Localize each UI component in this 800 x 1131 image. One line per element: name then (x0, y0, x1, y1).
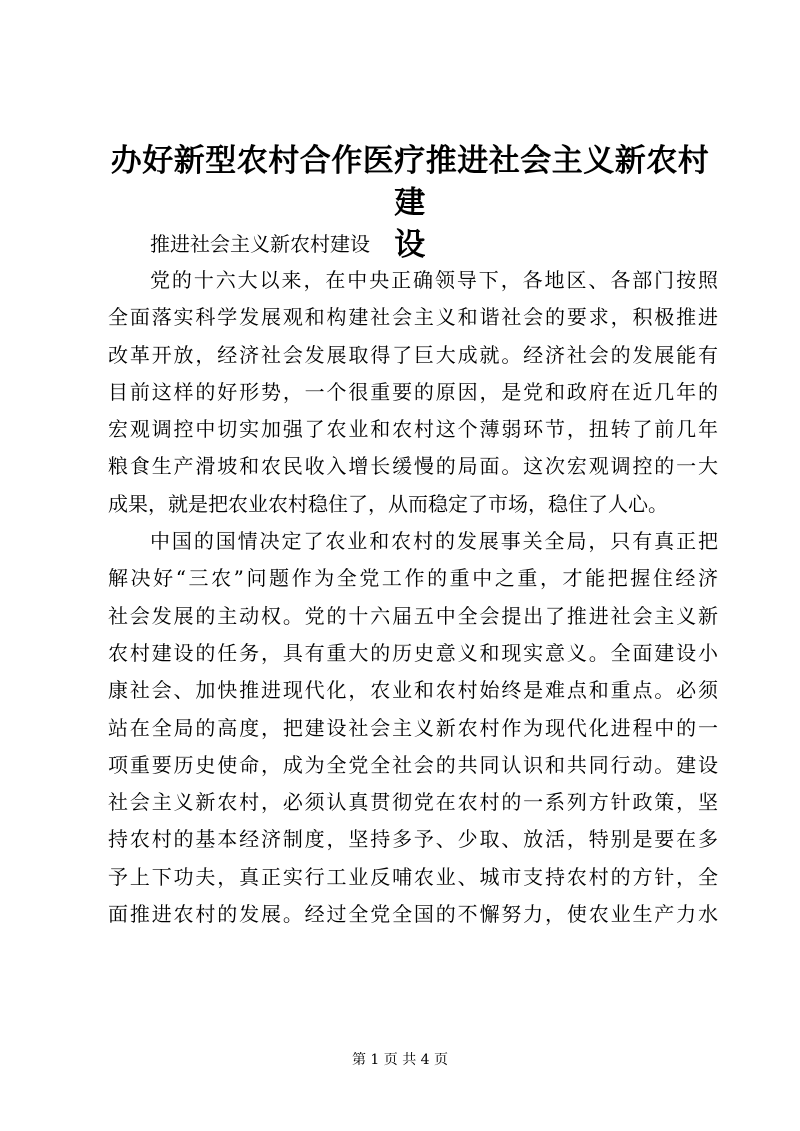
title-line-1: 办好新型农村合作医疗推进社会主义新农村建 (110, 143, 710, 221)
text-line: 持农村的基本经济制度，坚持多予、少取、放活，特别是要在多 (108, 827, 718, 852)
text-line: 解决好“三农”问题作为全党工作的重中之重，才能把握住经济 (108, 566, 718, 591)
text-line: 目前这样的好形势，一个很重要的原因，是党和政府在近几年的 (108, 379, 718, 404)
page-footer: 第 1 页 共 4 页 (351, 1052, 449, 1068)
text-line: 予上下功夫，真正实行工业反哺农业、城市支持农村的方针，全 (108, 864, 718, 889)
text-line: 社会发展的主动权。党的十六届五中全会提出了推进社会主义新 (108, 603, 718, 628)
text-line: 社会主义新农村，必须认真贯彻党在农村的一系列方针政策，坚 (108, 790, 718, 815)
title-line-2: 设 (394, 227, 426, 263)
text-line: 康社会、加快推进现代化，农业和农村始终是难点和重点。必须 (108, 678, 718, 703)
text-line: 粮食生产滑坡和农民收入增长缓慢的局面。这次宏观调控的一大 (108, 454, 718, 479)
text-line: 成果，就是把农业农村稳住了，从而稳定了市场，稳住了人心。 (108, 491, 668, 516)
text-line: 农村建设的任务，具有重大的历史意义和现实意义。全面建设小 (108, 640, 718, 665)
text-line: 项重要历史使命，成为全党全社会的共同认识和共同行动。建设 (108, 752, 718, 777)
text-line: 站在全局的高度，把建设社会主义新农村作为现代化进程中的一 (108, 715, 718, 740)
text-line: 改革开放，经济社会发展取得了巨大成就。经济社会的发展能有 (108, 342, 718, 367)
text-line: 党的十六大以来，在中央正确领导下，各地区、各部门按照 (150, 268, 718, 292)
text-line: 全面落实科学发展观和构建社会主义和谐社会的要求，积极推进 (108, 305, 718, 330)
text-line: 面推进农村的发展。经过全党全国的不懈努力，使农业生产力水 (108, 902, 718, 927)
body-text (108, 262, 718, 933)
text-line: 宏观调控中切实加强了农业和农村这个薄弱环节，扭转了前几年 (108, 417, 718, 442)
document-subtitle: 推进社会主义新农村建设 (150, 232, 370, 256)
text-line: 中国的国情决定了农业和农村的发展事关全局，只有真正把 (150, 529, 718, 554)
